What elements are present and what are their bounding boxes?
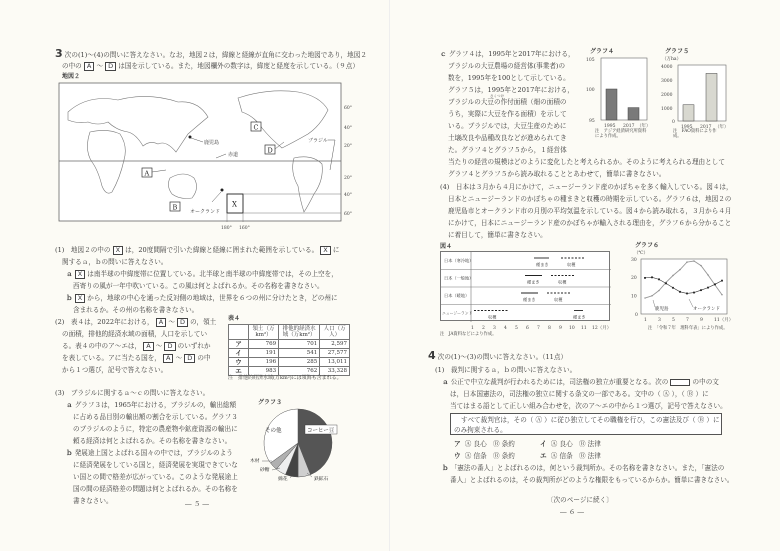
bar (628, 108, 639, 120)
choice-b-term: Ⓑ 条約 (492, 452, 515, 460)
row-label: イ (229, 349, 249, 358)
data-point (700, 289, 702, 291)
text: の中の文 (692, 378, 719, 386)
lat-tick: 60° (344, 212, 352, 217)
question-intro: 次の(1)～(3)の問いに答えなさい。（11点） (437, 353, 568, 361)
table4-note: 注 排他的経済水域(万km²)には領海も含まれる。 (228, 375, 342, 381)
q1-text-2: 関するａ，ｂの問いに答えなさい。 (62, 258, 168, 266)
label-box-a: A (163, 354, 173, 363)
graph6-note: 注 「令和７年 理科年表」により作成。 (648, 326, 728, 331)
month-tick: 7 (537, 326, 540, 331)
pie-label-sugar: 砂糖 (260, 468, 270, 473)
label-d: D (267, 146, 273, 155)
q1b-text (66, 294, 338, 303)
data-point (679, 291, 681, 293)
month-tick: 5 (515, 326, 518, 331)
lat-tick: 40° (344, 193, 352, 198)
choice-label: エ (540, 452, 547, 460)
x-unit: （年） (715, 125, 729, 130)
region-label: ニュージーランド (442, 310, 473, 316)
data-point (644, 277, 646, 279)
text: グラフ３は，1965年における，ブラジルの，輸出総額 (74, 401, 237, 409)
label-box-x: X (75, 270, 85, 279)
graph3-title: グラフ３ (258, 399, 283, 406)
region-label: 日本（寒冷地） (444, 258, 474, 263)
table-cell: 196 (249, 358, 279, 367)
q3c-line: ブラジルの大豆の作付面積（畑の面積の (448, 98, 567, 106)
month-tick: 12（月） (592, 326, 612, 331)
q4-1a-text (442, 378, 719, 386)
bar (683, 105, 694, 121)
text: を表している。アに当たる国を， (62, 354, 161, 362)
label-box-a: A (143, 342, 153, 351)
q3c-text (440, 50, 575, 58)
table-cell: 2,597 (320, 340, 350, 349)
harvest-label: 収穫 (558, 279, 567, 285)
item-label: ｂ (66, 294, 73, 302)
q2-text-4: を表している。アに当たる国を， A ～ D の中 (62, 354, 211, 362)
q2-text-2: の面積，排他的経済水域の面積，人口を示してい (62, 330, 208, 338)
label-box-x: X (320, 246, 330, 255)
q4-line: (4) 日本は３月から４月にかけて，ニュージーランド産のかぼちゃを多く輸入している。図４は， (440, 183, 733, 191)
q3-head: (3) ブラジルに関するａ～ｃの問いに答えなさい。 (55, 389, 210, 397)
q3a-text-2: に占める品目別の輸出額の割合を示している。グラフ３ (73, 413, 238, 421)
question-intro-line2 (62, 62, 359, 71)
auckland-dot (221, 189, 224, 192)
q4-line: 日本とニュージーランドのかぼちゃの種まきと収穫の時期を示している。グラフ６は，地図２の (448, 195, 732, 203)
text: に (332, 246, 340, 254)
q2-text-3: る。表４の中のア～エは， A ～ D のいずれか (62, 342, 211, 350)
y-tick: 20 (631, 276, 637, 281)
data-point (665, 282, 667, 284)
choice-i[interactable] (540, 440, 601, 448)
page-number-5: ― ５ ― (185, 500, 209, 508)
constitution-line: すべて裁判官は，その（ Ⓐ ）に従ひ独立してその職権を行ひ，この憲法及び（ Ⓑ ）に (461, 416, 720, 424)
table-cell: 701 (279, 340, 320, 349)
q3a-text (66, 401, 236, 409)
continue-note: 〔次のページに続く〕 (547, 496, 613, 504)
label-box-a: A (84, 62, 94, 71)
y-tick: 0 (635, 313, 638, 318)
data-point (658, 278, 660, 280)
q3c-line: いる。ブラジルでは，大豆生産のために (448, 122, 567, 130)
item-label: ｂ (66, 449, 73, 457)
y-tick: 95 (589, 119, 595, 124)
table-cell: 33,328 (320, 367, 350, 376)
graph6-line-chart (627, 255, 742, 335)
choice-b-term: Ⓑ 法律 (578, 440, 601, 448)
choice-u[interactable] (454, 452, 515, 460)
x-tick: 1 (644, 318, 647, 323)
q2-text-5: から１つ選び，記号で答えなさい。 (62, 366, 168, 374)
table-cell: 769 (249, 340, 279, 349)
q3c-line: うち，実際に大豆を作る面積）を示して (448, 110, 567, 118)
blank-box (670, 379, 690, 386)
y-tick: 0 (672, 120, 675, 125)
label-b: B (172, 203, 178, 212)
q3a-text-4: 頼る経済は何とよばれるか。その名称を書きなさい。 (73, 437, 232, 445)
graph5-unit: （万ha） (662, 57, 682, 62)
graph6-title: グラフ６ (635, 242, 660, 249)
series-label-kagoshima: 鹿児島 (655, 307, 669, 312)
q4-line: 鹿児島市とオークランド市の月別の平均気温を示している。図４から読み取れる，３月から４月 (448, 207, 732, 215)
sow-label: 種まき (573, 314, 586, 320)
table-cell: 762 (279, 367, 320, 376)
data-point (693, 260, 694, 261)
region-label: 日本（一般地） (444, 275, 474, 281)
label-box-x: X (75, 294, 85, 303)
choice-b-term: Ⓑ 法律 (578, 452, 601, 460)
data-point (686, 293, 688, 295)
choice-label: ア (454, 440, 461, 448)
lat-tick: 40° (344, 126, 352, 131)
q3c-line: 土壌改良や品種改良などが進められてき (448, 134, 567, 142)
q1b-text-2: 含まれるか。その州の名称を書きなさい。 (73, 306, 199, 314)
table4-title: 表４ (228, 315, 241, 322)
auckland-label: オークランド (190, 209, 221, 215)
table-cell: 13,011 (320, 358, 350, 367)
table-cell: 983 (249, 367, 279, 376)
series-label-auckland: オークランド (693, 307, 720, 312)
pie-label-other: その他 (265, 428, 282, 434)
text: る。表４の中のア～エは， (62, 342, 142, 350)
column-header: 人口（万人） (320, 325, 350, 340)
world-map (58, 82, 358, 242)
x-tick: 2017 (623, 124, 635, 129)
item-label: ａ (442, 378, 449, 386)
question-number: 3 (55, 47, 63, 60)
graph5-note: 注 FAO資料により作成。 (673, 129, 717, 139)
choice-a-term: Ⓐ 信条 (464, 452, 487, 460)
q4-line: に着目して，簡単に書きなさい。 (448, 231, 547, 239)
graph5-title: グラフ５ (665, 48, 690, 55)
text: から，地球の中心を通った反対側の地域は，世界を６つの州に分けたとき，どの州に (87, 294, 338, 302)
item-label: ｃ (440, 50, 447, 58)
table-corner (229, 325, 249, 340)
y-tick: 100 (586, 88, 595, 93)
data-point (721, 294, 722, 295)
text: の中の (62, 62, 82, 70)
page-6 (390, 0, 780, 551)
map-title: 地図２ (62, 73, 81, 80)
page-number-6: ― ６ ― (560, 508, 584, 516)
sow-label: 種まき (523, 297, 536, 302)
data-point (679, 269, 680, 270)
q3c-line: 当たりの経営の規模はどのように変化したと考えられるか。そのように考えられる理由として (448, 158, 725, 166)
q3c-line: ブラジルの大豆農場の経営体(事業者)の (448, 62, 566, 70)
data-point (700, 265, 701, 266)
month-tick: 11 (581, 326, 587, 331)
month-tick: 9 (559, 326, 562, 331)
bar (706, 73, 717, 121)
graph5-bar-chart (660, 62, 735, 135)
month-tick: 2 (482, 326, 485, 331)
harvest-label: 収穫 (554, 297, 563, 302)
text: 公正で中立な裁判が行われるためには，司法権の独立が重要となる。次の (450, 378, 669, 386)
question-3-header (55, 47, 367, 60)
figure4 (440, 251, 610, 321)
q3b-text-4: 国の間の経済格差の問題は何とよばれるか。その名称を (73, 485, 238, 493)
harvest-label: 収穫 (567, 262, 576, 267)
choice-b-term: Ⓑ 条約 (492, 440, 515, 448)
lon-tick: 180° (221, 226, 232, 231)
figure4-title: 図４ (440, 243, 453, 250)
choice-label: イ (540, 440, 547, 448)
x-tick: 7 (686, 318, 689, 323)
x-tick: 2017 (700, 125, 712, 130)
text: のいずれか (177, 342, 211, 350)
label-box-d: D (177, 318, 188, 327)
q3b-text-3: い国との間で格差が広がっている。このような発展途上 (73, 473, 238, 481)
column-header: 排他的経済水域（万km²） (279, 325, 320, 340)
text: の，領土 (190, 318, 217, 326)
x-unit: （年） (637, 124, 651, 129)
label-box-x: X (113, 246, 123, 255)
y-tick: 1000 (661, 107, 673, 112)
lat-tick: 20° (344, 144, 352, 149)
label-c: C (253, 123, 259, 132)
month-tick: 1 (471, 326, 474, 331)
choice-a[interactable] (454, 440, 515, 448)
data-point (672, 287, 674, 289)
q3c-line: た。グラフ４とグラフ５から，１経営体 (448, 146, 567, 154)
q1-text (55, 246, 339, 255)
q4-1b-text (442, 464, 724, 472)
question-intro: 次の(1)～(4)の問いに答えなさい。なお，地図２は，緯線と経線が直角に交わった地図であり，地図２ (64, 51, 367, 59)
lon-tick: 160° (239, 226, 250, 231)
month-tick: 6 (526, 326, 529, 331)
data-point (658, 290, 659, 291)
choice-a-term: Ⓐ 良心 (464, 440, 487, 448)
month-tick: 4 (504, 326, 507, 331)
q3c-line: グラフ４とグラフ５から読み取れることとあわせて，簡単に書きなさい。 (448, 170, 666, 178)
item-label: ａ (66, 270, 73, 278)
x-tick: 1995 (681, 125, 693, 130)
brazil-label: ブラジル (308, 138, 328, 144)
pie-label-iron-ore: 鉄鉱石 (314, 477, 329, 482)
table-header-row (229, 325, 350, 340)
text: は，20度間隔で引いた緯線と経線に囲まれた範囲を示している。 (125, 246, 319, 254)
row-label: ア (229, 340, 249, 349)
sow-label: 種まき (536, 262, 549, 267)
pie-label-coffee: コーヒー豆 (307, 428, 335, 434)
choice-a-term: Ⓐ 良心 (550, 440, 573, 448)
x-tick: 5 (672, 318, 675, 323)
text: 発展途上国とよばれる国々の中では，ブラジルのよう (74, 449, 233, 457)
text: グラフ４は，1995年と2017年における， (448, 50, 575, 58)
x-tick: 11（月） (714, 318, 734, 323)
pie-label-cotton: 綿花 (278, 477, 288, 482)
data-point (672, 275, 673, 276)
row-label: エ (229, 367, 249, 376)
q4-1a-line3: 当てはまる語として正しい組み合わせを，次のア～エの中から１つ選び，記号で答えなさい。 (450, 402, 727, 410)
label-box-d: D (164, 342, 175, 351)
label-box-d: D (184, 354, 195, 363)
graph6-unit: （℃） (634, 251, 649, 256)
constitution-box (450, 413, 722, 435)
q4-line: にかけて，日本にニュージーランド産のかぼちゃが輸入される理由を，グラフ６から分かること (448, 219, 732, 227)
q3b-text-2: に経済発展をしている国と，経済発展を実現できていな (73, 461, 238, 469)
lat-tick: 20° (344, 176, 352, 181)
kagoshima-label: 鹿児島 (204, 140, 220, 146)
y-tick: 4000 (661, 65, 673, 70)
plot-frame (641, 259, 727, 314)
q3c-line: グラフ５は，1995年と2017年における， (448, 86, 574, 94)
table-cell: 541 (279, 349, 320, 358)
q2-text: (2) 表４は，2022年における， A ～ D の，領土 (55, 318, 217, 326)
constitution-line: のみ拘束される。 (454, 426, 507, 434)
equator-label: 赤道 (228, 152, 239, 158)
label-box-d: D (105, 62, 116, 71)
choice-label: ウ (454, 452, 461, 460)
figure4-month-axis (440, 322, 630, 332)
x-tick: 1995 (604, 124, 616, 129)
row-label: ウ (229, 358, 249, 367)
lat-tick: 60° (344, 106, 352, 111)
question-number: 4 (428, 349, 436, 362)
text: は南半球の中緯度帯に位置している。北半球と南半球の中緯度帯では，その上空を， (87, 270, 338, 278)
data-point (707, 274, 708, 275)
table-cell: 27,577 (320, 349, 350, 358)
choice-a-term: Ⓐ 信条 (550, 452, 573, 460)
data-point (651, 295, 652, 296)
table-cell: 191 (249, 349, 279, 358)
q3c-line: 数を，1995年を100として示している。 (448, 74, 570, 82)
month-tick: 3 (493, 326, 496, 331)
q3b-text (66, 449, 233, 457)
q1a-text-2: 西寄りの風が一年中吹いている。この風は何とよばれるか。その名称を書きなさい。 (73, 282, 324, 290)
data-point (644, 297, 645, 298)
text: ～ (96, 62, 104, 70)
month-tick: 10 (569, 326, 575, 331)
q4-1a-line2: は，日本国憲法の，司法権の独立に関する条文の一部である。文中の（ Ⓐ ），（ Ⓑ ）に (450, 390, 709, 398)
y-tick: 105 (586, 58, 595, 63)
label-a: A (144, 169, 150, 178)
table4 (228, 324, 350, 376)
q3b-text-5: 書きなさい。 (73, 497, 113, 505)
text: の中 (197, 354, 211, 362)
data-point (693, 292, 695, 294)
region-x-label: X (232, 200, 237, 209)
q3a-text-3: のブラジルのように，特定の農産物や鉱産資源の輸出に (73, 425, 238, 433)
figure4-note: 注 JA資料などにより作成。 (440, 332, 497, 337)
text: は国を示している。また，地図欄外の数字は，緯度と経度を示している。（９点） (118, 62, 359, 70)
text: (2) 表４は，2022年における， (55, 318, 154, 326)
text: 「憲法の番人」とよばれるのは，何という裁判所か。その名称を書きなさい。また，「憲法の (450, 464, 725, 472)
y-tick: 10 (631, 294, 637, 300)
label-box-a: A (156, 318, 166, 327)
text: (1) 地図２の中の (55, 246, 111, 254)
item-label: ｂ (442, 464, 449, 472)
x-tick: 9 (700, 318, 703, 323)
q4-1-text: (1) 裁判に関するａ，ｂの問いに答えなさい。 (435, 366, 577, 374)
q1a-text (66, 270, 338, 279)
data-point (686, 261, 687, 262)
bar (606, 89, 617, 120)
graph4-bar-chart (585, 55, 655, 135)
data-point (707, 287, 709, 289)
map-frame (59, 83, 341, 221)
sow-label: 種まき (527, 279, 540, 285)
graph4-title: グラフ４ (590, 48, 615, 55)
choice-e[interactable] (540, 452, 601, 460)
data-point (651, 276, 653, 278)
figure4-chart (441, 252, 611, 322)
table-row (229, 349, 350, 358)
table-cell: 285 (279, 358, 320, 367)
question-4-header (428, 349, 568, 362)
month-tick: 8 (548, 326, 551, 331)
column-header: 領土（万km²） (249, 325, 279, 340)
table-row (229, 358, 350, 367)
harvest-label: 収穫 (488, 314, 497, 320)
region-label: 日本（暖地） (444, 293, 470, 298)
y-tick: 2000 (661, 93, 673, 98)
data-point (721, 280, 723, 282)
y-tick: 3000 (661, 79, 673, 84)
y-tick: 30 (631, 258, 637, 263)
x-tick: 3 (658, 318, 661, 323)
graph4-note: 注 アジア経済研究所資料により作成。 (595, 129, 647, 139)
data-point (714, 283, 716, 285)
item-label: ａ (66, 401, 73, 409)
q4-1b-line2: 番人」とよばれるのは，その裁判所がどのような権限をもっているからか。簡単に書きなさい。 (450, 476, 734, 484)
graph3-pie-chart (250, 405, 380, 490)
table-row (229, 340, 350, 349)
pie-label-wood: 木材 (250, 459, 260, 464)
ruby-text: さくつけ (490, 94, 504, 98)
